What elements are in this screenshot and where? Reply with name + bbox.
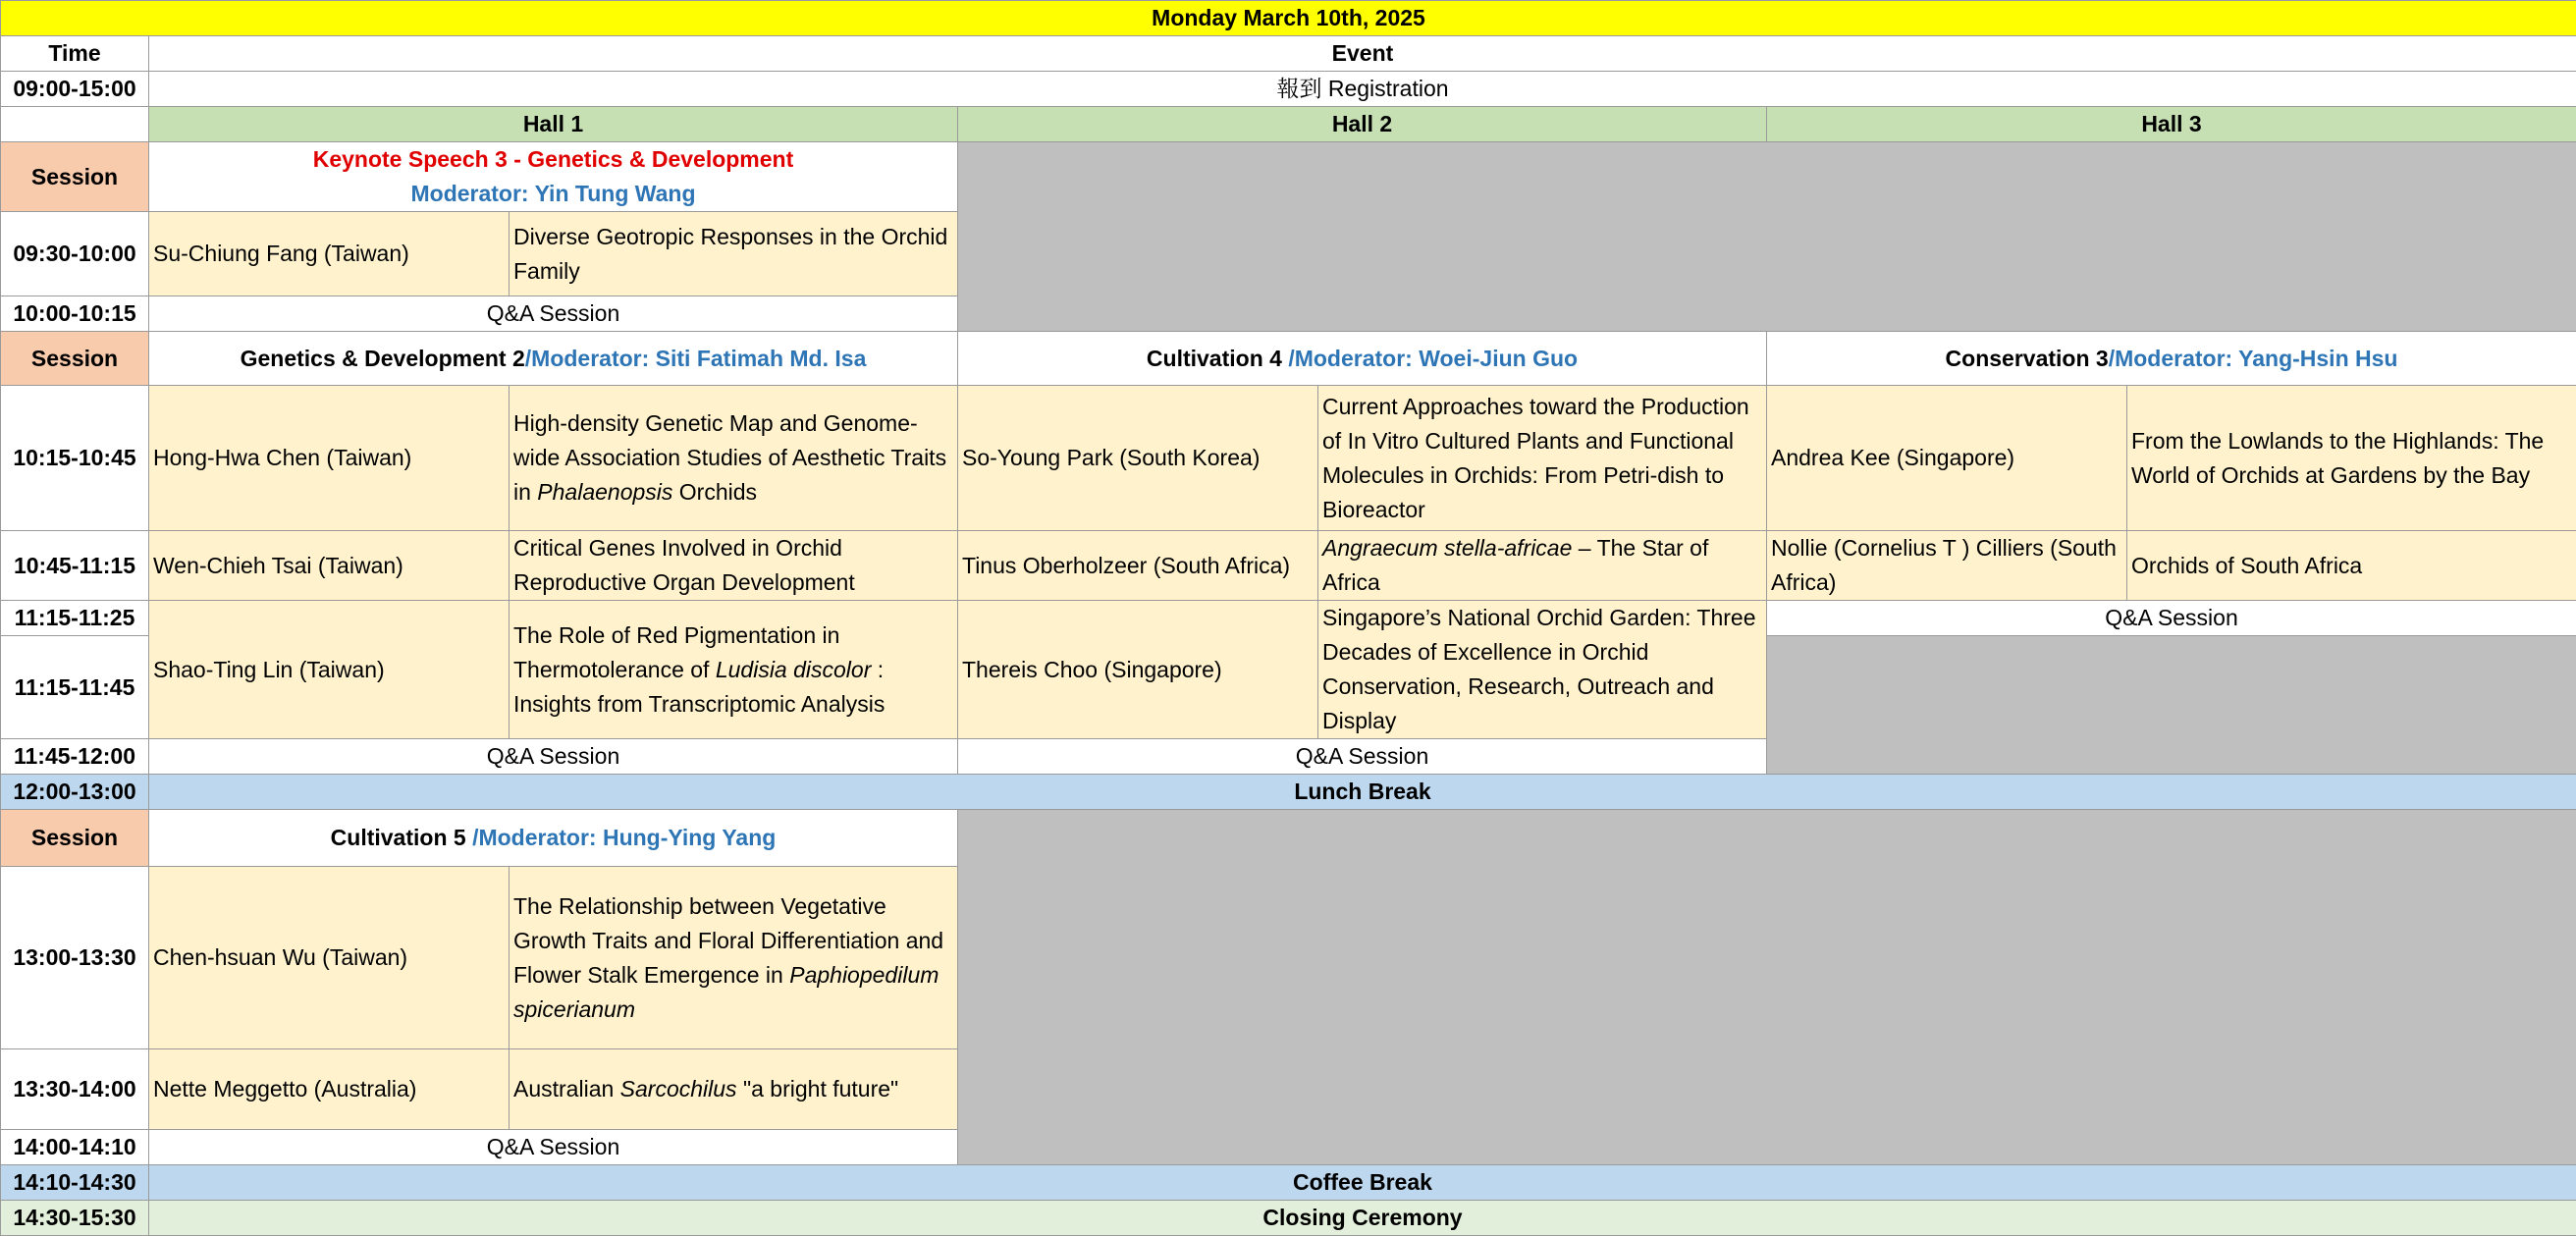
empty-slot xyxy=(958,810,2576,1165)
session-title: Conservation 3 xyxy=(1946,346,2109,371)
talk-text: "a bright future" xyxy=(737,1076,899,1102)
talk-title-cell xyxy=(510,1049,958,1130)
talk-title-cell: Critical Genes Involved in Orchid Reproductive Organ Development xyxy=(510,531,958,601)
talk-text: Orchids xyxy=(672,479,757,505)
speaker-cell: Nette Meggetto (Australia) xyxy=(149,1049,510,1130)
talk-title-cell xyxy=(1318,531,1767,601)
empty-slot xyxy=(958,142,2576,332)
hall-2-session-header xyxy=(958,332,1767,386)
time-slot: 14:30-15:30 xyxy=(1,1201,149,1236)
talk-text: – The Star of Africa xyxy=(1322,535,1708,595)
time-slot: 11:15-11:25 xyxy=(1,601,149,636)
speaker-cell: Nollie (Cornelius T ) Cilliers (South Africa) xyxy=(1767,531,2127,601)
qa-session: Q&A Session xyxy=(149,296,958,332)
time-header: Time xyxy=(1,36,149,72)
speaker-cell: Shao-Ting Lin (Taiwan) xyxy=(149,601,510,739)
hall-header-blank xyxy=(1,107,149,142)
time-slot: 10:15-10:45 xyxy=(1,386,149,531)
time-slot: 14:10-14:30 xyxy=(1,1165,149,1201)
qa-session: Q&A Session xyxy=(149,1130,958,1165)
coffee-break: Coffee Break xyxy=(149,1165,2576,1201)
registration-label: 報到 Registration xyxy=(149,72,2576,107)
date-banner: Monday March 10th, 2025 xyxy=(1,1,2576,36)
hall-1-header: Hall 1 xyxy=(149,107,958,142)
speaker-cell: Andrea Kee (Singapore) xyxy=(1767,386,2127,531)
session-moderator: /Moderator: Yang-Hsin Hsu xyxy=(2109,346,2398,371)
speaker-cell: So-Young Park (South Korea) xyxy=(958,386,1318,531)
time-slot: 13:00-13:30 xyxy=(1,867,149,1049)
session-moderator: /Moderator: Siti Fatimah Md. Isa xyxy=(525,346,867,371)
session-label: Session xyxy=(1,142,149,212)
talk-text: : Insights from Transcriptomic Analysis xyxy=(513,657,885,717)
time-slot: 14:00-14:10 xyxy=(1,1130,149,1165)
hall-3-header: Hall 3 xyxy=(1767,107,2576,142)
time-slot: 09:30-10:00 xyxy=(1,212,149,296)
talk-title-cell xyxy=(510,601,958,739)
speaker-cell: Hong-Hwa Chen (Taiwan) xyxy=(149,386,510,531)
session-label: Session xyxy=(1,810,149,867)
session-title: Cultivation 5 xyxy=(331,825,472,850)
keynote-session-header xyxy=(149,142,958,212)
speaker-cell: Chen-hsuan Wu (Taiwan) xyxy=(149,867,510,1049)
talk-text: The Role of Red Pigmentation in Thermotolerance of xyxy=(513,622,839,682)
talk-title-cell: Singapore’s National Orchid Garden: Three Decades of Excellence in Orchid Conservation, Research, Outreach and Display xyxy=(1318,601,1767,739)
speaker-cell: Thereis Choo (Singapore) xyxy=(958,601,1318,739)
hall-3-session-header xyxy=(1767,332,2576,386)
talk-italic: Angraecum stella-africae xyxy=(1322,535,1572,561)
talk-italic: Paphiopedilum spicerianum xyxy=(513,962,939,1022)
hall-2-header: Hall 2 xyxy=(958,107,1767,142)
keynote-moderator: Moderator: Yin Tung Wang xyxy=(153,177,953,211)
qa-session: Q&A Session xyxy=(1767,601,2576,636)
lunch-break: Lunch Break xyxy=(149,775,2576,810)
talk-italic: Sarcochilus xyxy=(620,1076,737,1102)
keynote-title: Keynote Speech 3 - Genetics & Development xyxy=(153,142,953,177)
time-slot: 12:00-13:00 xyxy=(1,775,149,810)
talk-title-cell: Diverse Geotropic Responses in the Orchid Family xyxy=(510,212,958,296)
talk-title-cell: Current Approaches toward the Production of In Vitro Cultured Plants and Functional Molecules in Orchids: From Petri-dish to Bioreactor xyxy=(1318,386,1767,531)
session-moderator: /Moderator: Hung-Ying Yang xyxy=(472,825,776,850)
session-label: Session xyxy=(1,332,149,386)
time-slot: 10:00-10:15 xyxy=(1,296,149,332)
hall-1-session-header xyxy=(149,332,958,386)
talk-title-cell xyxy=(510,867,958,1049)
time-slot: 11:15-11:45 xyxy=(1,636,149,739)
empty-slot xyxy=(1767,636,2576,775)
speaker-cell: Su-Chiung Fang (Taiwan) xyxy=(149,212,510,296)
talk-text: The Relationship between Vegetative Growth Traits and Floral Differentiation and Flower Stalk Emergence in xyxy=(513,893,943,988)
session-title: Cultivation 4 xyxy=(1147,346,1288,371)
talk-title-cell xyxy=(510,386,958,531)
time-slot: 11:45-12:00 xyxy=(1,739,149,775)
talk-text: High-density Genetic Map and Genome-wide Association Studies of Aesthetic Traits in xyxy=(513,410,946,505)
time-slot: 10:45-11:15 xyxy=(1,531,149,601)
speaker-cell: Wen-Chieh Tsai (Taiwan) xyxy=(149,531,510,601)
talk-text: Australian xyxy=(513,1076,620,1102)
session-title: Genetics & Development 2 xyxy=(241,346,525,371)
speaker-cell: Tinus Oberholzeer (South Africa) xyxy=(958,531,1318,601)
closing-ceremony: Closing Ceremony xyxy=(149,1201,2576,1236)
session-moderator: /Moderator: Woei-Jiun Guo xyxy=(1288,346,1578,371)
qa-session: Q&A Session xyxy=(958,739,1767,775)
talk-italic: Ludisia discolor xyxy=(716,657,872,682)
hall-1-session-header xyxy=(149,810,958,867)
qa-session: Q&A Session xyxy=(149,739,958,775)
time-slot: 13:30-14:00 xyxy=(1,1049,149,1130)
event-header: Event xyxy=(149,36,2576,72)
talk-title-cell: From the Lowlands to the Highlands: The World of Orchids at Gardens by the Bay xyxy=(2127,386,2576,531)
registration-time: 09:00-15:00 xyxy=(1,72,149,107)
talk-title-cell: Orchids of South Africa xyxy=(2127,531,2576,601)
talk-italic: Phalaenopsis xyxy=(537,479,672,505)
